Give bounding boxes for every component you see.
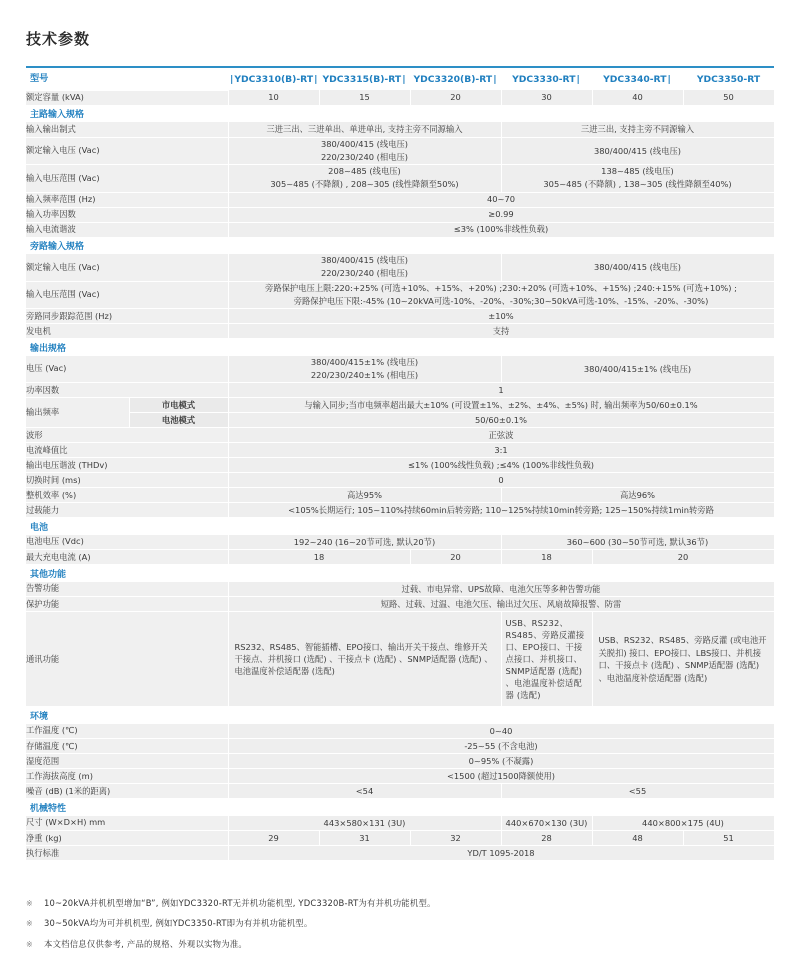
spec-row bbox=[26, 356, 774, 383]
capacity-value-4: 30 bbox=[501, 90, 592, 105]
spec-row-label: 旁路同步跟踪范围 (Hz) bbox=[26, 309, 228, 324]
spec-table-container bbox=[26, 66, 774, 861]
capacity-label: 额定容量 (kVA) bbox=[26, 90, 228, 105]
spec-row-value-3: 32 bbox=[410, 831, 501, 846]
spec-row bbox=[26, 784, 774, 799]
capacity-value-3: 20 bbox=[410, 90, 501, 105]
spec-row-value-1: 三进三出、三进单出、单进单出, 支持主旁不同源输入 bbox=[228, 122, 501, 137]
spec-row-value-1: 0 bbox=[228, 473, 774, 488]
spec-row-value-2: 三进三出, 支持主旁不同源输入 bbox=[501, 122, 774, 137]
spec-row-label: 输入电压范围 (Vac) bbox=[26, 281, 228, 309]
spec-row-value-2: 380/400/415 (线电压) bbox=[501, 254, 774, 281]
spec-row-value-1: <54 bbox=[228, 784, 501, 799]
spec-row-label: 最大充电电流 (A) bbox=[26, 550, 228, 565]
footnote-text-2: 30~50kVA均为可并机机型, 例如YDC3350-RT即为有并机功能机型。 bbox=[44, 918, 313, 929]
spec-row-label: 功率因数 bbox=[26, 383, 228, 398]
footnote-item bbox=[26, 918, 756, 929]
spec-row bbox=[26, 254, 774, 281]
spec-row-value-1: 与输入同步;当市电频率超出最大±10% (可设置±1%、±2%、±4%、±5%) 时, 输出频率为50/60±0.1% bbox=[228, 398, 774, 413]
spec-row-value-1: 50/60±0.1% bbox=[228, 413, 774, 428]
spec-row-label: 额定输入电压 (Vac) bbox=[26, 254, 228, 281]
spec-row bbox=[26, 428, 774, 443]
model-header-row bbox=[26, 68, 774, 90]
spec-row-label: 整机效率 (%) bbox=[26, 488, 228, 503]
spec-row bbox=[26, 458, 774, 473]
spec-row-value-1: 3:1 bbox=[228, 443, 774, 458]
spec-row-value-1: YD/T 1095-2018 bbox=[228, 846, 774, 861]
model-separator: | bbox=[402, 73, 406, 85]
footnote-text-3: 本文档信息仅供参考, 产品的规格、外观以实物为准。 bbox=[44, 938, 247, 949]
footnote-list bbox=[26, 898, 756, 958]
model-header-2: YDC3315(B)-RT| bbox=[319, 68, 410, 90]
spec-row-label: 切换时间 (ms) bbox=[26, 473, 228, 488]
spec-row-sublabel: 电池模式 bbox=[129, 413, 228, 428]
spec-row bbox=[26, 281, 774, 309]
spec-row-value-4: 28 bbox=[501, 831, 592, 846]
spec-row-value-3: 440×800×175 (4U) bbox=[592, 816, 774, 831]
spec-row bbox=[26, 550, 774, 565]
footnote-bullet-icon: ※ bbox=[26, 899, 33, 908]
spec-row-label: 通讯功能 bbox=[26, 612, 228, 707]
spec-row-label: 输入电流谐波 bbox=[26, 222, 228, 237]
spec-row-label: 输入频率范围 (Hz) bbox=[26, 192, 228, 207]
spec-row-value-1: 29 bbox=[228, 831, 319, 846]
spec-row bbox=[26, 207, 774, 222]
spec-row-value-1: 443×580×131 (3U) bbox=[228, 816, 501, 831]
spec-row bbox=[26, 739, 774, 754]
model-separator: | bbox=[493, 73, 497, 85]
section-heading-row bbox=[26, 518, 774, 535]
capacity-value-2: 15 bbox=[319, 90, 410, 105]
spec-row-label: 输出频率 bbox=[26, 398, 129, 428]
spec-row-label: 工作海拔高度 (m) bbox=[26, 769, 228, 784]
spec-row-value-1: 过载、市电异常、UPS故障、电池欠压等多种告警功能 bbox=[228, 582, 774, 597]
spec-row-value-2: 20 bbox=[410, 550, 501, 565]
capacity-value-6: 50 bbox=[683, 90, 774, 105]
model-header-4: YDC3330-RT| bbox=[501, 68, 592, 90]
spec-row-value-2: 360~600 (30~50节可选, 默认36节) bbox=[501, 535, 774, 550]
section-heading-7: 机械特性 bbox=[26, 799, 774, 816]
spec-row-label: 电池电压 (Vdc) bbox=[26, 535, 228, 550]
footnote-item bbox=[26, 898, 756, 909]
spec-row-value-6: 51 bbox=[683, 831, 774, 846]
spec-row-label: 净重 (kg) bbox=[26, 831, 228, 846]
spec-row bbox=[26, 137, 774, 165]
spec-row-label: 告警功能 bbox=[26, 582, 228, 597]
spec-row-value-1: ≤1% (100%线性负载) ;≤4% (100%非线性负载) bbox=[228, 458, 774, 473]
spec-row-value-1: 0~95% (不凝露) bbox=[228, 754, 774, 769]
spec-row-value-1: 0~40 bbox=[228, 724, 774, 739]
spec-row bbox=[26, 443, 774, 458]
spec-row-label: 输入电压范围 (Vac) bbox=[26, 165, 228, 193]
spec-row-value-1: ≥0.99 bbox=[228, 207, 774, 222]
page-title: 技术参数 bbox=[26, 30, 91, 48]
spec-row-value-2: 380/400/415±1% (线电压) bbox=[501, 356, 774, 383]
spec-row-label: 额定输入电压 (Vac) bbox=[26, 137, 228, 165]
spec-row bbox=[26, 398, 774, 413]
spec-row bbox=[26, 831, 774, 846]
model-header-3: YDC3320(B)-RT| bbox=[410, 68, 501, 90]
section-heading-row bbox=[26, 339, 774, 356]
spec-row-value-2: 31 bbox=[319, 831, 410, 846]
spec-row-value-3: 18 bbox=[501, 550, 592, 565]
section-heading-row bbox=[26, 565, 774, 582]
spec-row-value-1: 40~70 bbox=[228, 192, 774, 207]
spec-row-value-2: 440×670×130 (3U) bbox=[501, 816, 592, 831]
model-header-5: YDC3340-RT| bbox=[592, 68, 683, 90]
spec-table bbox=[26, 66, 775, 861]
section-heading-row bbox=[26, 799, 774, 816]
spec-row-value-1: ≤3% (100%非线性负载) bbox=[228, 222, 774, 237]
spec-row-value-1: 1 bbox=[228, 383, 774, 398]
spec-row-label: 存储温度 (℃) bbox=[26, 739, 228, 754]
spec-row-value-1: 380/400/415 (线电压) 220/230/240 (相电压) bbox=[228, 137, 501, 165]
model-header-label: 型号 bbox=[26, 68, 228, 90]
spec-row-value-1: 380/400/415±1% (线电压) 220/230/240±1% (相电压) bbox=[228, 356, 501, 383]
spec-row-value-1: 380/400/415 (线电压) 220/230/240 (相电压) bbox=[228, 254, 501, 281]
spec-row-value-2: USB、RS232、RS485、旁路反灌接口、EPO接口、干接点接口、并机接口、SNMP适配器 (选配) 、电池温度补偿适配器 (选配) bbox=[501, 612, 592, 707]
spec-row-label: 过载能力 bbox=[26, 503, 228, 518]
spec-row bbox=[26, 488, 774, 503]
spec-row bbox=[26, 612, 774, 707]
spec-row-label: 发电机 bbox=[26, 324, 228, 339]
section-heading-1: 主路输入规格 bbox=[26, 105, 774, 122]
spec-row-label: 噪音 (dB) (1米的距离) bbox=[26, 784, 228, 799]
model-separator: | bbox=[576, 73, 580, 85]
spec-row bbox=[26, 222, 774, 237]
spec-row bbox=[26, 582, 774, 597]
capacity-value-1: 10 bbox=[228, 90, 319, 105]
spec-row-label: 尺寸 (W×D×H) mm bbox=[26, 816, 228, 831]
spec-row-sublabel: 市电模式 bbox=[129, 398, 228, 413]
section-heading-3: 输出规格 bbox=[26, 339, 774, 356]
model-header-6: YDC3350-RT bbox=[683, 68, 774, 90]
spec-row-value-3: USB、RS232、RS485、旁路反灌 (或电池开关脱扣) 接口、EPO接口、LBS接口、并机接口、干接点卡 (选配) 、SNMP适配器 (选配) 、电池温度补偿适配器 (选配) bbox=[592, 612, 774, 707]
section-heading-6: 环境 bbox=[26, 707, 774, 724]
spec-row-value-1: <1500 (超过1500降额使用) bbox=[228, 769, 774, 784]
spec-row bbox=[26, 324, 774, 339]
section-heading-4: 电池 bbox=[26, 518, 774, 535]
spec-row-value-1: 208~485 (线电压) 305~485 (不降额) , 208~305 (线性降额至50%) bbox=[228, 165, 501, 193]
spec-row-value-1: -25~55 (不含电池) bbox=[228, 739, 774, 754]
spec-row bbox=[26, 597, 774, 612]
spec-row bbox=[26, 383, 774, 398]
spec-row-label: 输出电压谐波 (THDv) bbox=[26, 458, 228, 473]
spec-row-value-2: 380/400/415 (线电压) bbox=[501, 137, 774, 165]
footnote-bullet-icon: ※ bbox=[26, 919, 33, 929]
section-heading-5: 其他功能 bbox=[26, 565, 774, 582]
spec-row-value-1: 旁路保护电压上限:220:+25% (可选+10%、+15%、+20%) ;230:+20% (可选+10%、+15%) ;240:+15% (可选+10%) ; 旁路保护电压下限:-45% (10~20kVA可选-10%、-20%、-30%;30~50kVA可选-10%、-15%、-20%、-30%) bbox=[228, 281, 774, 309]
spec-row-label: 湿度范围 bbox=[26, 754, 228, 769]
capacity-row bbox=[26, 90, 774, 105]
spec-row-value-1: 高达95% bbox=[228, 488, 501, 503]
spec-row-label: 电压 (Vac) bbox=[26, 356, 228, 383]
spec-row bbox=[26, 816, 774, 831]
spec-row-value-1: <105%长期运行; 105~110%持续60min后转旁路; 110~125%持续10min转旁路; 125~150%持续1min转旁路 bbox=[228, 503, 774, 518]
spec-row-value-1: 正弦波 bbox=[228, 428, 774, 443]
spec-row bbox=[26, 309, 774, 324]
footnote-text-1: 10~20kVA并机机型增加“B”, 例如YDC3320-RT无并机功能机型, YDC3320B-RT为有并机功能机型。 bbox=[44, 898, 436, 908]
capacity-value-5: 40 bbox=[592, 90, 683, 105]
model-separator: | bbox=[667, 73, 671, 85]
spec-row bbox=[26, 413, 774, 428]
spec-row-value-2: 138~485 (线电压) 305~485 (不降额) , 138~305 (线性降额至40%) bbox=[501, 165, 774, 193]
spec-row-label: 电流峰值比 bbox=[26, 443, 228, 458]
spec-row-label: 波形 bbox=[26, 428, 228, 443]
spec-row-label: 工作温度 (℃) bbox=[26, 724, 228, 739]
section-heading-row bbox=[26, 237, 774, 254]
spec-row bbox=[26, 192, 774, 207]
model-separator: | bbox=[314, 73, 318, 85]
spec-row bbox=[26, 846, 774, 861]
spec-row bbox=[26, 754, 774, 769]
spec-row-value-2: 高达96% bbox=[501, 488, 774, 503]
spec-row-value-1: ±10% bbox=[228, 309, 774, 324]
spec-row bbox=[26, 724, 774, 739]
spec-row-value-1: 短路、过载、过温、电池欠压、输出过欠压、风扇故障报警、防雷 bbox=[228, 597, 774, 612]
spec-row-value-1: 18 bbox=[228, 550, 410, 565]
spec-row-value-1: 192~240 (16~20节可选, 默认20节) bbox=[228, 535, 501, 550]
spec-row-label: 保护功能 bbox=[26, 597, 228, 612]
spec-row-label: 输入输出制式 bbox=[26, 122, 228, 137]
spec-row bbox=[26, 473, 774, 488]
spec-row-label: 输入功率因数 bbox=[26, 207, 228, 222]
spec-row bbox=[26, 122, 774, 137]
spec-row-value-1: 支持 bbox=[228, 324, 774, 339]
spec-row-value-2: <55 bbox=[501, 784, 774, 799]
footnote-bullet-icon: ※ bbox=[26, 939, 33, 949]
model-header-1: |YDC3310(B)-RT| bbox=[228, 68, 319, 90]
model-separator: | bbox=[230, 73, 234, 85]
section-heading-row bbox=[26, 105, 774, 122]
spec-row-value-5: 48 bbox=[592, 831, 683, 846]
section-heading-row bbox=[26, 707, 774, 724]
spec-row bbox=[26, 503, 774, 518]
spec-row bbox=[26, 535, 774, 550]
spec-row-label: 执行标准 bbox=[26, 846, 228, 861]
footnote-item bbox=[26, 939, 756, 950]
section-heading-2: 旁路输入规格 bbox=[26, 237, 774, 254]
spec-row bbox=[26, 165, 774, 193]
spec-table-body bbox=[26, 66, 774, 861]
spec-row-value-4: 20 bbox=[592, 550, 774, 565]
spec-row bbox=[26, 769, 774, 784]
spec-row-value-1: RS232、RS485、智能插槽、EPO接口、输出开关干接点、维修开关干接点、并机接口 (选配) 、干接点卡 (选配) 、SNMP适配器 (选配) 、电池温度补偿适配器 (选配) bbox=[228, 612, 501, 707]
